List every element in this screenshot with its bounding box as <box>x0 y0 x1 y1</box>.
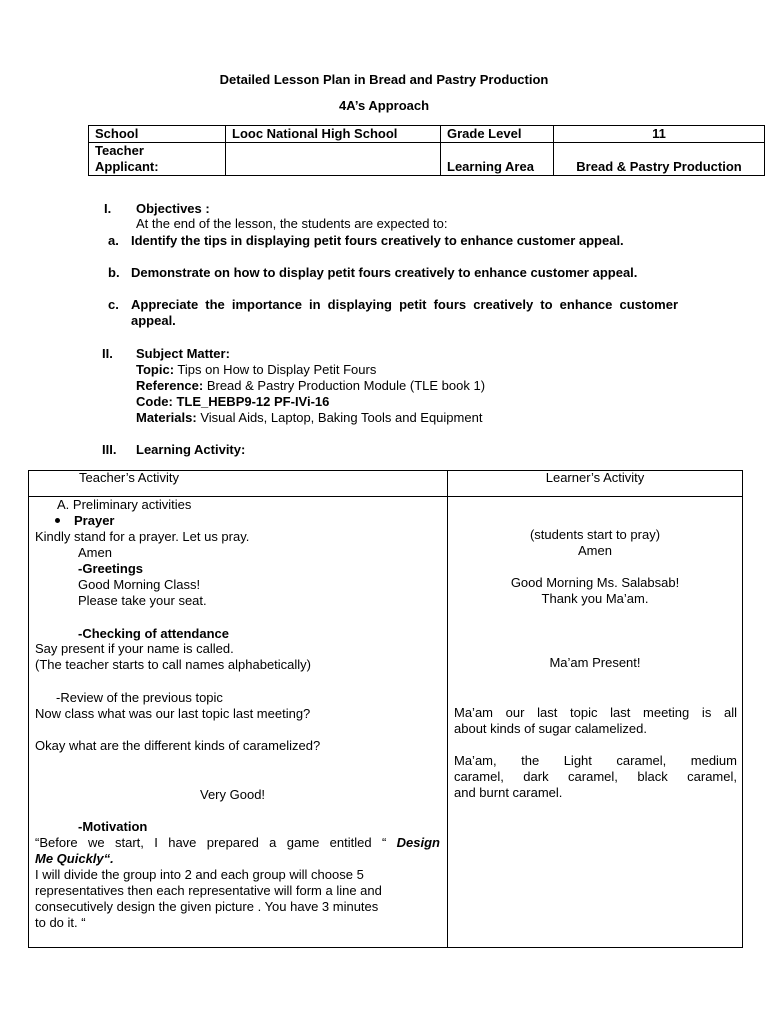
objective-label: a. <box>108 233 119 248</box>
topic-value: Tips on How to Display Petit Fours <box>177 362 377 377</box>
subject-matter-heading: Subject Matter: <box>136 346 230 361</box>
grade-level-label: Grade Level <box>441 126 554 143</box>
learner-activity-header: Learner’s Activity <box>545 470 645 485</box>
motivation-line-1-text: “Before we start, I have prepared a game entitled “ <box>35 835 397 850</box>
subject-matter-numeral: II. <box>102 346 113 361</box>
code-value: TLE_HEBP9-12 PF-IVi-16 <box>176 394 330 409</box>
grade-level-value: 11 <box>554 126 765 143</box>
answer-1-line-b: about kinds of sugar calamelized. <box>454 721 647 736</box>
game-title-part-2: Me Quickly“. <box>35 851 114 866</box>
review-heading: -Review of the previous topic <box>56 690 223 705</box>
review-question-1: Now class what was our last topic last meeting? <box>35 706 311 721</box>
activity-table <box>28 470 743 948</box>
motivation-line-3: I will divide the group into 2 and each group will choose 5 <box>35 867 364 882</box>
reference-label: Reference: <box>136 378 204 393</box>
reference-line <box>136 378 485 394</box>
preliminary-activities: A. Preliminary activities <box>57 497 192 512</box>
prayer-heading-text: Prayer <box>74 513 115 528</box>
game-title-part-1: Design <box>396 835 440 850</box>
objective-item-a <box>108 233 678 249</box>
objectives-intro: At the end of the lesson, the students are expected to: <box>136 216 448 231</box>
motivation-line-6: to do it. “ <box>35 915 86 930</box>
materials-label: Materials: <box>136 410 197 425</box>
teacher-amen: Amen <box>78 545 112 560</box>
prayer-line: Kindly stand for a prayer. Let us pray. <box>35 529 250 544</box>
objective-label: c. <box>108 297 119 312</box>
greetings-heading: -Greetings <box>78 561 144 576</box>
document-subtitle: 4A’s Approach <box>338 98 430 113</box>
answer-2-line-b: caramel, dark caramel, black caramel, <box>454 769 737 784</box>
school-label: School <box>89 126 226 143</box>
motivation-line-4: representatives then each representative will form a line and <box>35 883 382 898</box>
objective-text: Identify the tips in displaying petit fours creatively to enhance customer appeal. <box>131 233 624 248</box>
answer-1-line-a: Ma’am our last topic last meeting is all <box>454 705 737 720</box>
motivation-heading: -Motivation <box>78 819 148 834</box>
very-good-text: Very Good! <box>200 787 266 802</box>
learning-activity-heading: Learning Activity: <box>136 442 246 457</box>
objective-text: Appreciate the importance in displaying petit fours creatively to enhance customer appeal. <box>131 297 678 328</box>
learning-area-label: Learning Area <box>441 143 554 176</box>
prayer-heading <box>55 513 114 529</box>
answer-2-line-c: and burnt caramel. <box>454 785 563 800</box>
learning-area-value: Bread & Pastry Production <box>554 143 765 176</box>
attendance-line-1: Say present if your name is called. <box>35 641 234 656</box>
topic-line <box>136 362 376 378</box>
teacher-applicant-value <box>226 143 441 176</box>
code-line <box>136 394 329 410</box>
teacher-activity-header: Teacher’s Activity <box>79 470 179 485</box>
learner-present: Ma’am Present! <box>549 655 641 670</box>
answer-2-line-a: Ma’am, the Light caramel, medium <box>454 753 737 768</box>
reference-value: Bread & Pastry Production Module (TLE book 1) <box>206 378 486 393</box>
teacher-label-line1: Teacher <box>95 143 144 158</box>
learning-activity-numeral: III. <box>102 442 117 457</box>
objective-item-c <box>108 297 678 329</box>
objective-text: Demonstrate on how to display petit fours creatively to enhance customer appeal. <box>131 265 638 280</box>
learner-pray: (students start to pray) <box>529 527 661 542</box>
objective-item-b <box>108 265 678 281</box>
objective-label: b. <box>108 265 120 280</box>
materials-line <box>136 410 482 426</box>
teacher-label-line2: Applicant: <box>95 159 159 174</box>
materials-value: Visual Aids, Laptop, Baking Tools and Equipment <box>200 410 483 425</box>
topic-label: Topic: <box>136 362 175 377</box>
teacher-greeting-2: Please take your seat. <box>78 593 207 608</box>
motivation-text <box>35 835 440 931</box>
document-title: Detailed Lesson Plan in Bread and Pastry Production <box>219 72 549 87</box>
learner-answer-2 <box>454 753 737 801</box>
bullet-icon <box>55 518 60 523</box>
motivation-line-1 <box>35 835 440 851</box>
review-question-2: Okay what are the different kinds of caramelized? <box>35 738 321 753</box>
motivation-line-5: consecutively design the given picture . You have 3 minutes <box>35 899 379 914</box>
attendance-heading: -Checking of attendance <box>78 626 229 641</box>
attendance-line-2: (The teacher starts to call names alphabetically) <box>35 657 312 672</box>
learner-answer-1 <box>454 705 737 737</box>
lesson-info-table <box>88 125 765 176</box>
code-label: Code: <box>136 394 173 409</box>
teacher-greeting-1: Good Morning Class! <box>78 577 201 592</box>
teacher-applicant-label <box>89 143 226 176</box>
learner-greeting-1: Good Morning Ms. Salabsab! <box>510 575 680 590</box>
learner-amen: Amen <box>578 543 612 558</box>
school-value: Looc National High School <box>226 126 441 143</box>
learner-greeting-2: Thank you Ma’am. <box>541 591 649 606</box>
objectives-numeral: I. <box>104 201 112 216</box>
objectives-heading: Objectives : <box>136 201 210 216</box>
